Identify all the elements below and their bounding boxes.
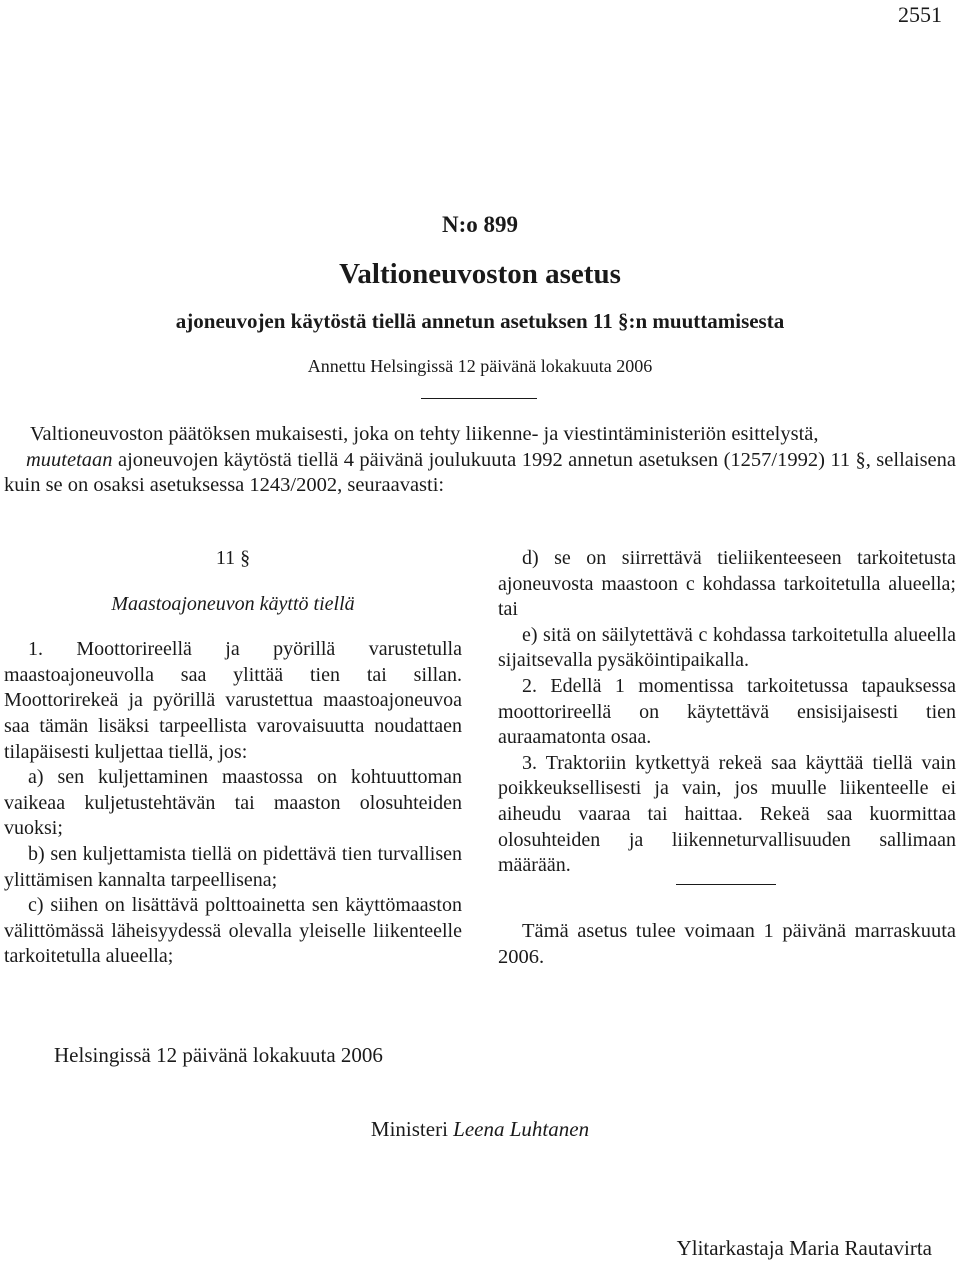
decree-title: Valtioneuvoston asetus — [339, 258, 621, 290]
intro-amendment — [4, 448, 956, 499]
intro-block — [4, 422, 956, 499]
decree-subtitle: ajoneuvojen käytöstä tiellä annetun asetuksen 11 §:n muuttamisesta — [175, 309, 785, 333]
section-number: 11 § — [215, 547, 251, 569]
section-paragraph: 1. Moottorireellä ja pyörillä varustetulla maastoajoneuvolla saa ylittää tien tai sillan. Moottorirekeä ja pyörillä varustettua maastoajoneuvoa saa tämän lisäksi tarpeellista varovaisuutta noudattaen tilapäisesti kuljettaa tiellä, jos: — [4, 638, 462, 763]
minister-name: Leena Luhtanen — [453, 1117, 590, 1141]
minister-title: Ministeri — [370, 1117, 454, 1141]
page-number: 2551 — [898, 2, 942, 27]
right-column — [498, 546, 956, 879]
given-date-line: Annettu Helsingissä 12 päivänä lokakuuta 2006 — [307, 356, 653, 376]
section-heading: Maastoajoneuvon käyttö tiellä — [111, 592, 355, 615]
section-item-b: b) sen kuljettamista tiellä on pidettävä tien turvallisen ylittämisen kannalta tarpeellisena; — [4, 842, 462, 891]
section-item-e: e) sitä on säilytettävä c kohdassa tarkoitetulla alueella sijaitsevalla pysäköintipaikalla. — [498, 623, 956, 672]
statute-number: N:o 899 — [441, 212, 519, 237]
entry-into-force — [498, 919, 956, 970]
section-item-d: d) se on siirrettävä tieliikenteeseen tarkoitetusta ajoneuvosta maastoon c kohdassa tarkoitetulla alueella; tai — [498, 547, 956, 621]
section-end-divider — [676, 884, 776, 885]
section-item-c: c) siihen on lisättävä polttoainetta sen käyttömaaston välittömässä läheisyydessä olevalla yleiselle liikenteelle tarkoitetulla alueella; — [4, 894, 462, 968]
minister-signature — [0, 1117, 960, 1142]
amend-keyword: muutetaan — [26, 448, 113, 471]
section-paragraph-3: 3. Traktoriin kytkettyä rekeä saa käyttää tiellä vain poikkeuksellisesti ja vain, jos muulle liikenteelle ei aiheudu vaaraa tai haittaa. Rekeä saa kuormittaa olosuhteiden ja liikenneturvallisuuden sallimaan määrään. — [498, 751, 956, 877]
left-column — [4, 546, 462, 970]
header-divider — [421, 398, 537, 399]
amend-text: ajoneuvojen käytöstä tiellä 4 päivänä joulukuuta 1992 annetun asetuksen (1257/1992) 11 §, sellaisena kuin se on osaksi asetuksessa 1243/2002, seuraavasti: — [4, 448, 956, 496]
intro-decision: Valtioneuvoston päätöksen mukaisesti, joka on tehty liikenne- ja viestintäministeriön esittelystä, — [30, 423, 819, 445]
inspector-signature: Ylitarkastaja Maria Rautavirta — [676, 1236, 932, 1260]
section-item-a: a) sen kuljettaminen maastossa on kohtuuttoman vaikeaa kuljetustehtävän tai maaston olosuhteiden vuoksi; — [4, 766, 462, 840]
section-paragraph-2: 2. Edellä 1 momentissa tarkoitetussa tapauksessa moottorireellä on käytettävä ensisijaisesti tien auraamatonta osaa. — [498, 674, 956, 749]
entry-into-force-text: Tämä asetus tulee voimaan 1 päivänä marraskuuta 2006. — [498, 920, 956, 968]
place-and-date: Helsingissä 12 päivänä lokakuuta 2006 — [54, 1043, 383, 1067]
